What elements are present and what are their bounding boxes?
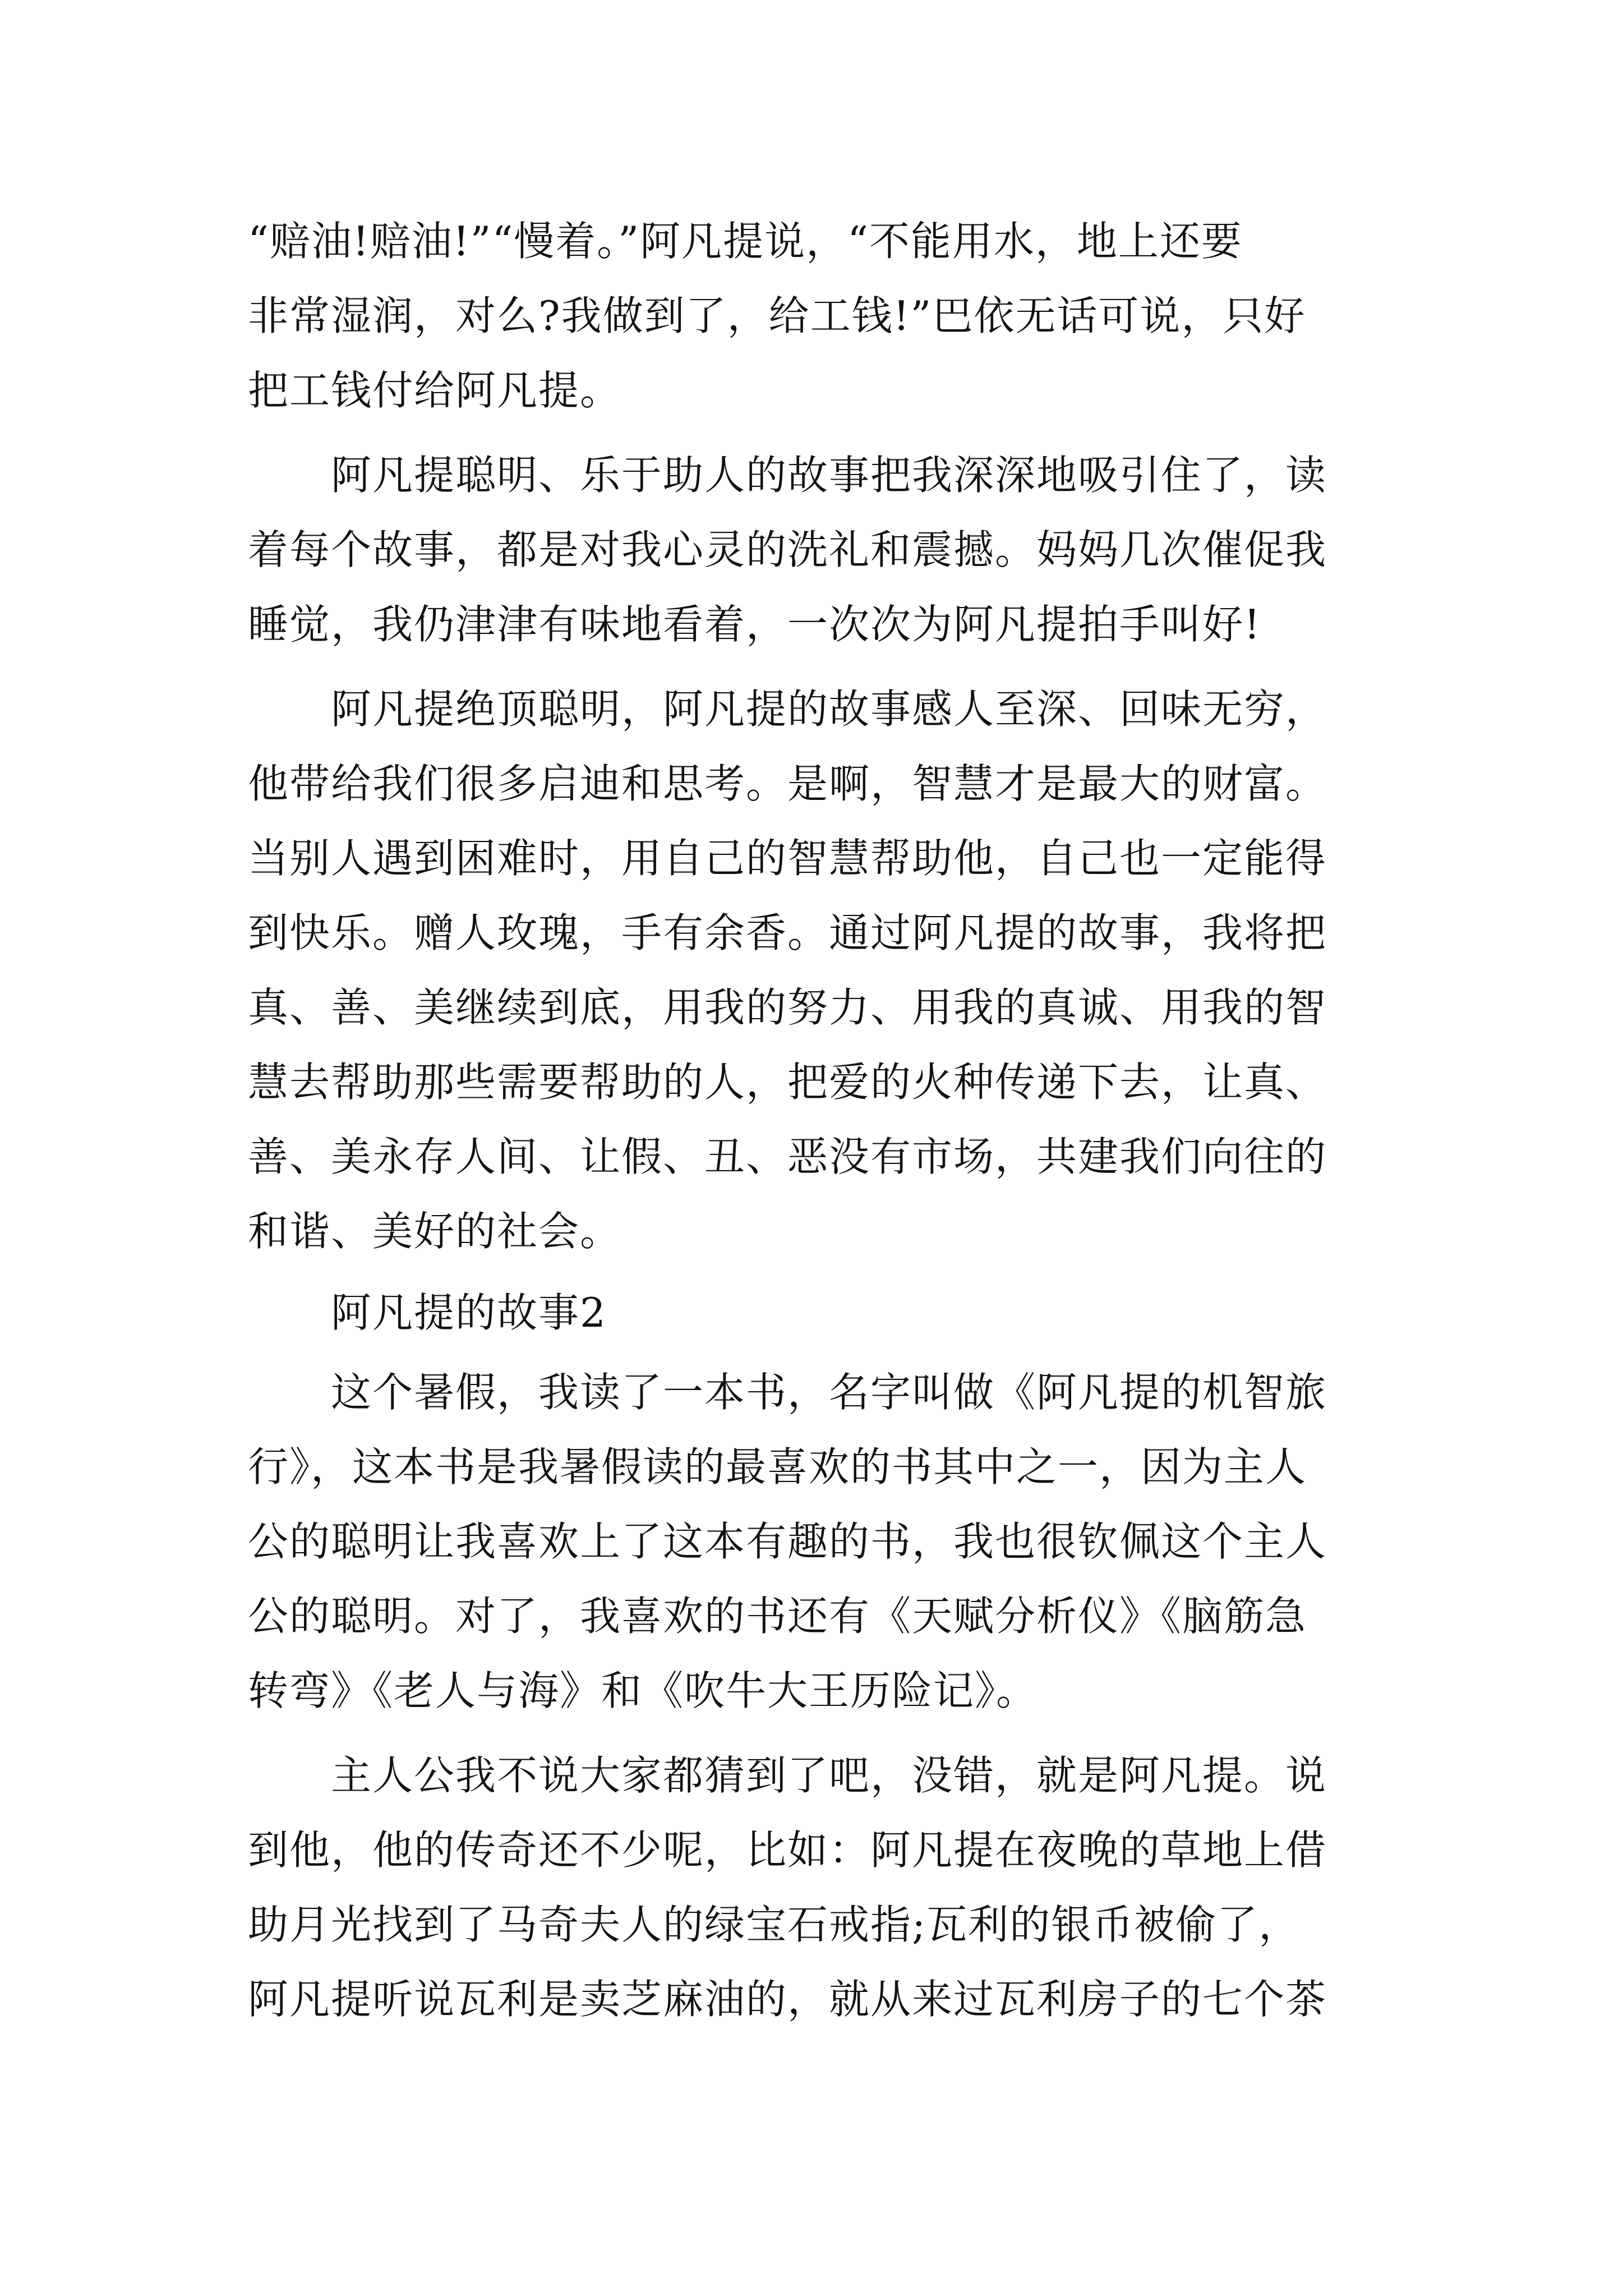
text-line: 这个暑假，我读了一本书，名字叫做《阿凡提的机智旅 xyxy=(248,1369,1327,1416)
text-line: 善、美永存人间、让假、丑、恶没有市场，共建我们向往的 xyxy=(248,1133,1327,1180)
text-line: 转弯》《老人与海》和《吹牛大王历险记》。 xyxy=(248,1667,1038,1714)
section-heading: 阿凡提的故事2 xyxy=(248,1289,607,1336)
text-line: 阿凡提绝顶聪明，阿凡提的故事感人至深、回味无穷， xyxy=(248,685,1327,733)
text-line: 真、善、美继续到底，用我的努力、用我的真诚、用我的智 xyxy=(248,984,1327,1031)
text-line: 当别人遇到困难时，用自己的智慧帮助他，自己也一定能得 xyxy=(248,835,1327,882)
text-line: 行》，这本书是我暑假读的最喜欢的书其中之一，因为主人 xyxy=(248,1443,1307,1490)
text-line: “赔油!赔油!”“慢着。”阿凡提说，“不能用水，地上还要 xyxy=(248,218,1243,265)
text-line: 阿凡提聪明、乐于助人的故事把我深深地吸引住了，读 xyxy=(248,452,1327,499)
text-line: 把工钱付给阿凡提。 xyxy=(248,367,622,414)
text-line: 非常湿润，对么?我做到了，给工钱!”巴依无话可说，只好 xyxy=(248,292,1306,339)
text-line: 着每个故事，都是对我心灵的洗礼和震撼。妈妈几次催促我 xyxy=(248,526,1327,573)
text-line: 到快乐。赠人玫瑰，手有余香。通过阿凡提的故事，我将把 xyxy=(248,909,1327,956)
text-line: 阿凡提听说瓦利是卖芝麻油的，就从来过瓦利房子的七个茶 xyxy=(248,1976,1327,2023)
text-line: 助月光找到了马奇夫人的绿宝石戒指;瓦利的银币被偷了， xyxy=(248,1901,1301,1948)
text-line: 到他，他的传奇还不少呢，比如：阿凡提在夜晚的草地上借 xyxy=(248,1826,1327,1874)
text-line: 公的聪明。对了，我喜欢的书还有《天赋分析仪》《脑筋急 xyxy=(248,1593,1307,1640)
text-line: 主人公我不说大家都猜到了吧，没错，就是阿凡提。说 xyxy=(248,1752,1327,1799)
text-line: 公的聪明让我喜欢上了这本有趣的书，我也很钦佩这个主人 xyxy=(248,1518,1327,1565)
text-line: 和谐、美好的社会。 xyxy=(248,1208,622,1255)
text-line: 他带给我们很多启迪和思考。是啊，智慧才是最大的财富。 xyxy=(248,760,1327,807)
text-line: 睡觉，我仍津津有味地看着，一次次为阿凡提拍手叫好! xyxy=(248,601,1261,648)
text-line: 慧去帮助那些需要帮助的人，把爱的火种传递下去，让真、 xyxy=(248,1059,1327,1106)
